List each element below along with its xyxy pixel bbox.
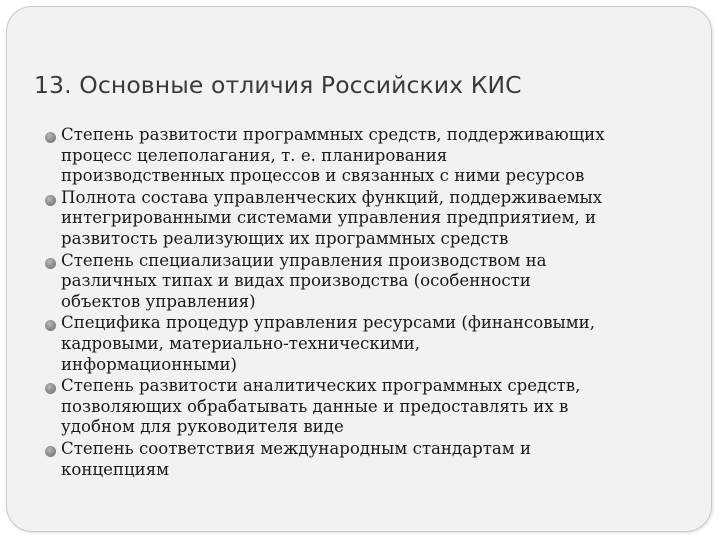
bullet-line: Степень специализации управления производством на: [61, 250, 547, 270]
bullet-line: развитость реализующих их программных средств: [61, 228, 509, 248]
list-item: [7, 439, 701, 480]
bullet-line: Специфика процедур управления ресурсами (финансовыми,: [61, 313, 595, 333]
bullet-line: кадровыми, материально-техническими,: [61, 333, 421, 353]
list-item: [7, 313, 701, 375]
bullet-line: различных типах и видах производства (особенности: [61, 271, 531, 291]
bullet-line: Степень развитости программных средств, поддерживающих: [61, 125, 605, 144]
bullet-line: Степень соответствия международным стандартам и: [61, 438, 532, 458]
list-item: [7, 251, 701, 313]
bullet-line: процесс целеполагания, т. е. планирования: [61, 145, 448, 165]
bullet-dot-icon: [45, 195, 56, 206]
bullet-line: позволяющих обрабатывать данные и предоставлять их в: [61, 396, 569, 416]
bullet-line: объектов управления): [61, 291, 256, 311]
list-item: [7, 376, 701, 438]
bullet-line: производственных процессов и связанных с ними ресурсов: [61, 166, 585, 186]
slide-title: 13. Основные отличия Российских КИС: [34, 71, 522, 99]
slide: [6, 6, 712, 532]
bullet-line: удобном для руководителя виде: [61, 417, 344, 437]
bullet-line: информационными): [61, 354, 238, 374]
bullet-line: Полнота состава управленческих функций, поддерживаемых: [61, 187, 603, 207]
bullet-dot-icon: [45, 258, 56, 269]
bullet-dot-icon: [45, 320, 56, 331]
bullet-line: Степень развитости аналитических программных средств,: [61, 376, 581, 396]
bullet-list: [7, 125, 701, 481]
list-item: [7, 188, 701, 250]
bullet-dot-icon: [45, 446, 56, 457]
bullet-line: концепциям: [61, 459, 170, 479]
bullet-dot-icon: [45, 383, 56, 394]
bullet-dot-icon: [45, 132, 56, 143]
bullet-line: интегрированными системами управления предприятием, и: [61, 208, 597, 228]
list-item: [7, 125, 701, 187]
